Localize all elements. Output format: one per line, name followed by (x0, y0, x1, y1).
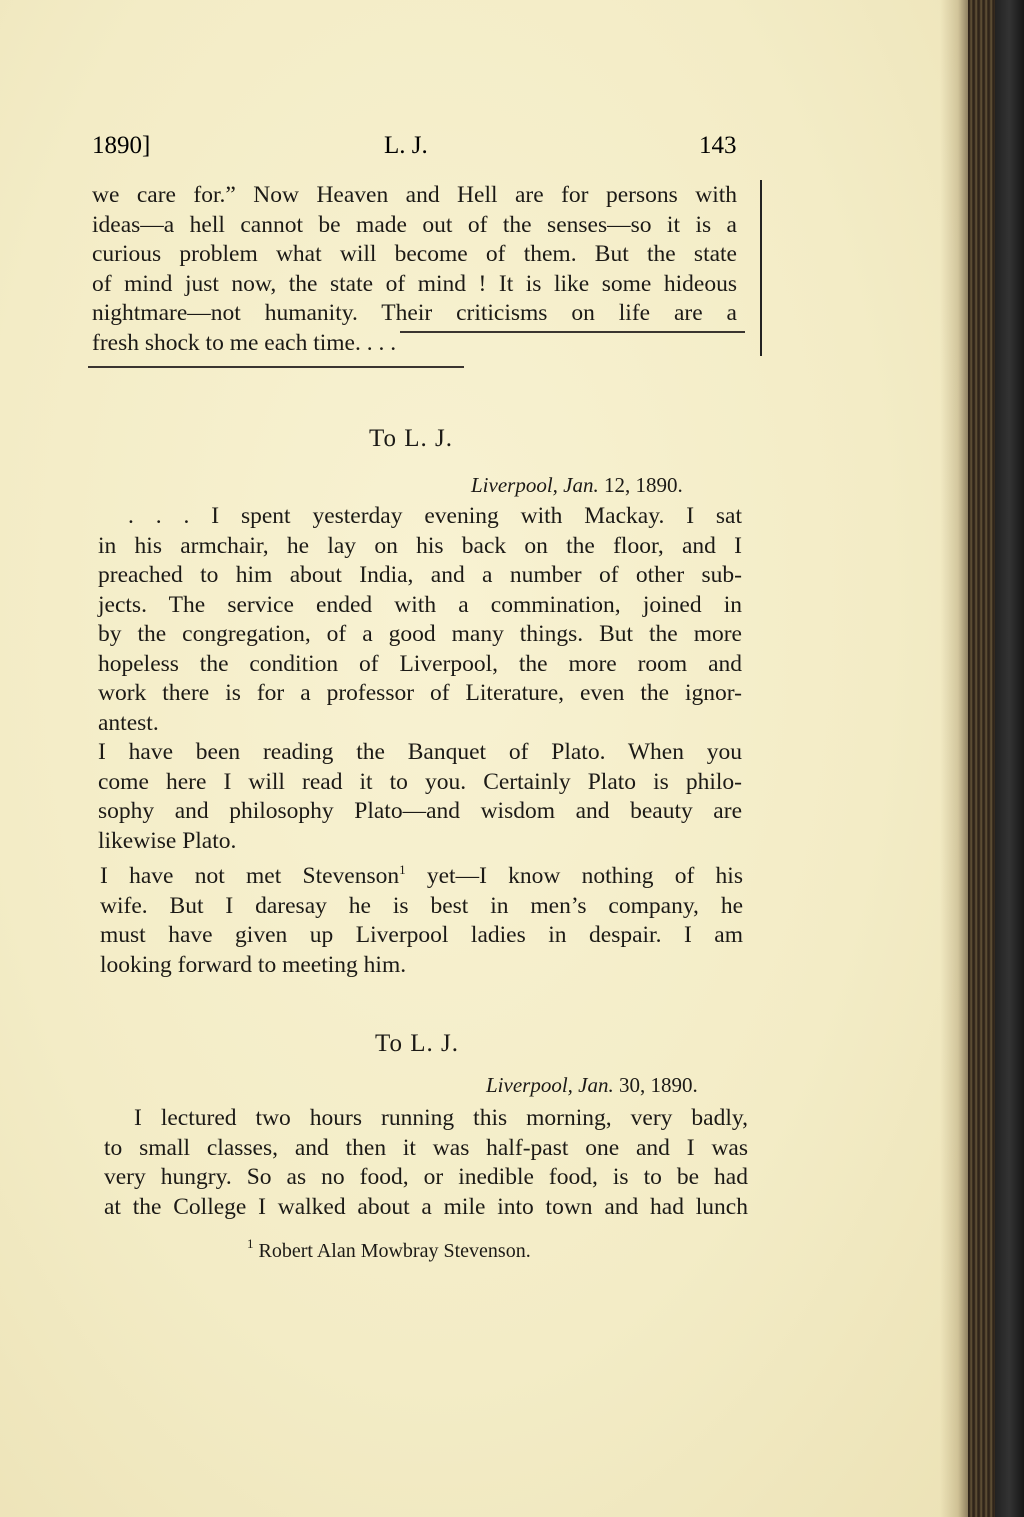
header-title: L. J. (384, 132, 428, 159)
text-line: curious problem what will become of them. But the state (92, 241, 737, 267)
letter1-paragraph-2 (98, 738, 742, 856)
footnote-text: Robert Alan Mowbray Stevenson. (258, 1240, 531, 1262)
text-line: in his armchair, he lay on his back on the floor, and I (98, 532, 742, 559)
text-fragment: I have not met Stevenson (100, 863, 400, 889)
underline-pen-mark (400, 331, 745, 333)
underline-pen-mark (88, 366, 464, 368)
text-line: jects. The service ended with a commination, joined in (98, 591, 742, 618)
text-line: hopeless the condition of Liverpool, the more room and (98, 650, 742, 677)
text-line: I have been reading the Banquet of Plato. When you (98, 739, 742, 765)
dateline-place: Liverpool, Jan. (471, 473, 599, 497)
text-line: . . . I spent yesterday evening with Mackay. I sat (128, 503, 742, 529)
footnote-mark: 1 (247, 1236, 254, 1251)
dateline (486, 1073, 698, 1098)
text-line: sophy and philosophy Plato—and wisdom and beauty are (98, 798, 742, 824)
text-fragment: yet—I know nothing of his (405, 863, 743, 889)
text-line: antest. (98, 709, 159, 736)
running-header (92, 132, 737, 168)
text-line: ideas—a hell cannot be made out of the senses—so it is a (92, 211, 737, 238)
letter-heading: To L. J. (369, 425, 454, 452)
text-line: by the congregation, of a good many things. But the more (98, 621, 742, 647)
text-line: to small classes, and then it was half-past one and I was (104, 1134, 748, 1161)
page-edge-shadow (940, 0, 970, 1517)
footnote (247, 1236, 531, 1263)
text-line: of mind just now, the state of mind ! It is like some hideous (92, 270, 737, 297)
text-line: likewise Plato. (98, 827, 237, 854)
text-line: I lectured two hours running this morning, very badly, (134, 1105, 748, 1131)
text-line: looking forward to meeting him. (100, 951, 407, 978)
text-line: fresh shock to me each time. . . . (92, 329, 397, 356)
text-line (100, 855, 743, 892)
book-cover-edge (995, 0, 1024, 1517)
text-line: wife. But I daresay he is best in men’s company, he (100, 892, 743, 919)
text-line: at the College I walked about a mile into town and had lunch (104, 1193, 748, 1220)
dateline-date: 12, 1890. (603, 473, 683, 497)
dateline (471, 473, 683, 498)
text-line: work there is for a professor of Literature, even the ignor- (98, 680, 742, 706)
text-line: nightmare—not humanity. Their criticisms on life are a (92, 300, 737, 326)
letter1-paragraph-3 (100, 855, 743, 980)
dateline-place: Liverpool, Jan. (486, 1073, 614, 1097)
text-line: preached to him about India, and a number of other sub- (98, 562, 742, 588)
header-year: 1890] (92, 132, 151, 159)
footnote-ref: 1 (399, 862, 406, 877)
letter2-paragraph-1 (104, 1104, 748, 1222)
margin-pen-mark (760, 180, 762, 356)
letter1-paragraph-1 (98, 502, 742, 738)
text-line: we care for.” Now Heaven and Hell are for persons with (92, 182, 737, 208)
page-number: 143 (699, 132, 737, 159)
letter-heading: To L. J. (375, 1030, 460, 1057)
text-line: must have given up Liverpool ladies in despair. I am (100, 922, 743, 948)
dateline-date: 30, 1890. (618, 1073, 698, 1097)
text-line: very hungry. So as no food, or inedible food, is to be had (104, 1164, 748, 1190)
text-line: come here I will read it to you. Certainly Plato is philo- (98, 768, 742, 795)
